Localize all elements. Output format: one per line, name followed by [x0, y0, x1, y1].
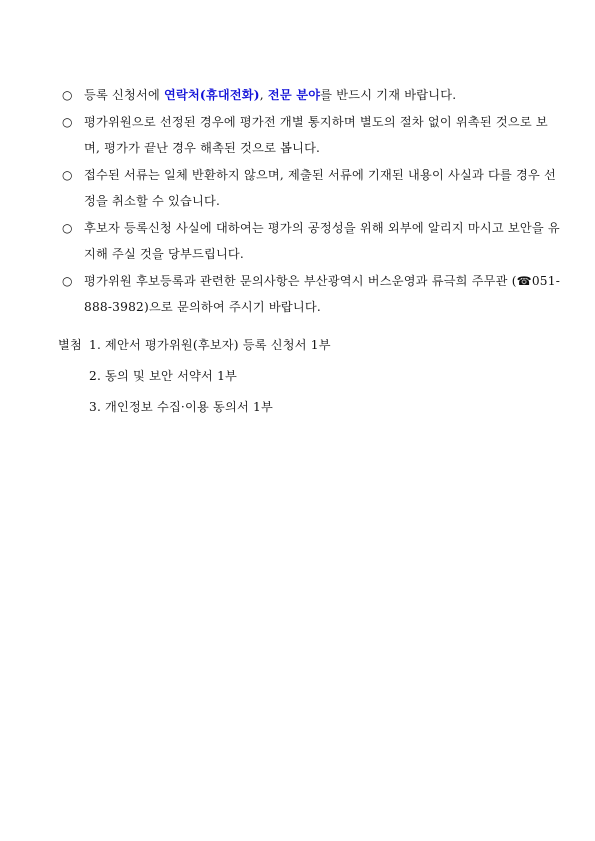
phone-icon: ☎ [516, 273, 532, 288]
bullet-circle-icon: ○ [62, 88, 73, 102]
attachment-text: 동의 및 보안 서약서 1부 [105, 369, 238, 383]
notice-text: 평가위원 후보등록과 관련한 문의사항은 부산광역시 버스운영과 류극희 주무관 ( [84, 273, 517, 288]
attachment-text: 개인정보 수집·이용 동의서 1부 [105, 400, 273, 414]
notice-text: 평가위원으로 선정된 경우에 평가전 개별 통지하며 별도의 절차 없이 위촉된 것으로 보며, 평가가 끝난 경우 해촉된 것으로 봅니다. [84, 114, 548, 155]
bullet-circle-icon: ○ [62, 220, 73, 235]
bullet-circle-icon: ○ [62, 167, 73, 182]
attachment-text: 제안서 평가위원(후보자) 등록 신청서 1부 [105, 338, 331, 352]
attachment-heading: 별첨 [58, 338, 82, 352]
notice-item [62, 109, 562, 162]
bullet-circle-icon: ○ [62, 273, 73, 288]
notice-item [62, 82, 562, 109]
attachment-number: 1. [89, 338, 102, 352]
attachment-number: 3. [89, 400, 102, 414]
notice-text: 를 반드시 기재 바랍니다. [320, 88, 457, 102]
notice-item [62, 268, 562, 321]
notice-list [62, 82, 562, 321]
attachment-item [58, 394, 558, 425]
notice-text: 후보자 등록신청 사실에 대하여는 평가의 공정성을 위해 외부에 알리지 마시고 보안을 유지해 주실 것을 당부드립니다. [84, 220, 560, 261]
attachment-item [58, 363, 558, 394]
highlighted-text: 연락처(휴대전화) [164, 88, 260, 102]
attachment-number: 2. [89, 369, 102, 383]
notice-item [62, 162, 562, 215]
notice-text: 051-888-3982)으로 문의하여 주시기 바랍니다. [84, 273, 561, 314]
notice-text: 접수된 서류는 일체 반환하지 않으며, 제출된 서류에 기재된 내용이 사실과 다를 경우 선정을 취소할 수 있습니다. [84, 167, 557, 208]
attachment-list [58, 332, 558, 425]
notice-text: , [259, 88, 268, 102]
highlighted-text: 전문 분야 [267, 88, 321, 102]
notice-text: 등록 신청서에 [84, 88, 164, 102]
notice-item [62, 215, 562, 268]
attachment-item [58, 332, 558, 363]
bullet-circle-icon: ○ [62, 114, 73, 129]
